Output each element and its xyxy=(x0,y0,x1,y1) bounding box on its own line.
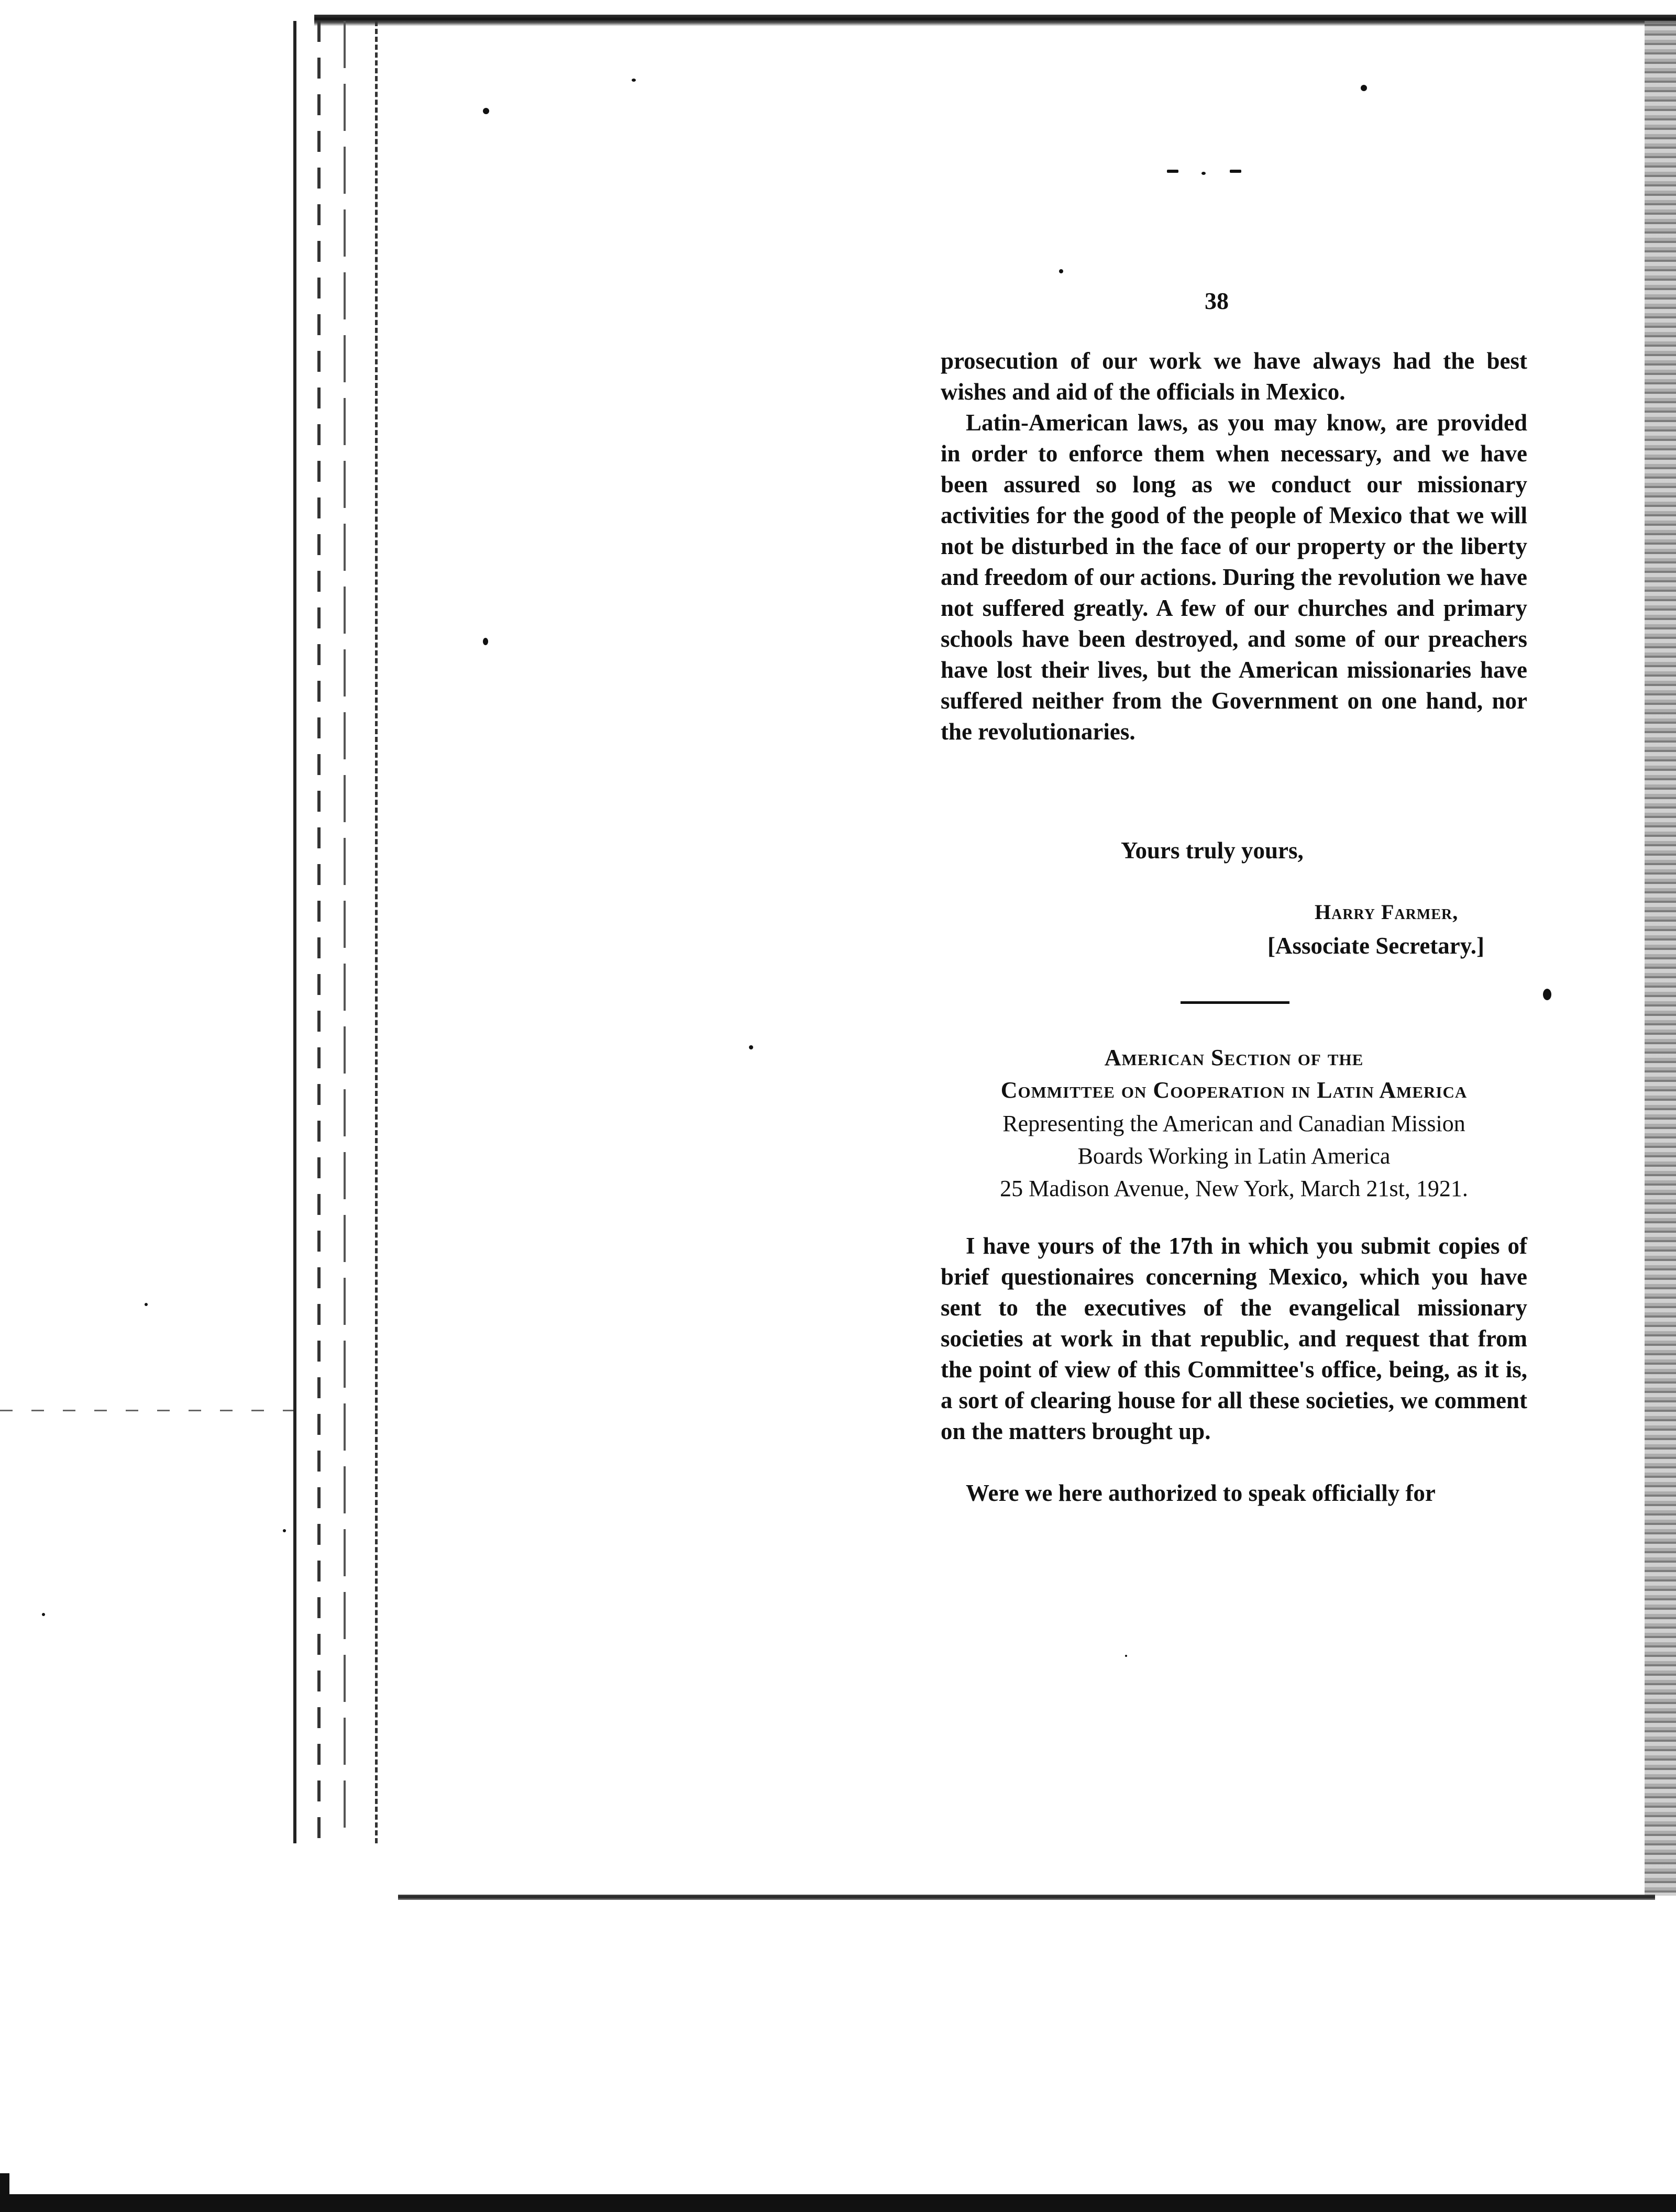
scan-speck xyxy=(1543,989,1551,1000)
letter2-heading-line5: 25 Madison Avenue, New York, March 21st, 1921. xyxy=(1000,1176,1468,1201)
letter2-paragraph2: Were we here authorized to speak officially for xyxy=(966,1480,1436,1506)
scan-binding-edge xyxy=(293,21,378,1843)
scan-bottom-border xyxy=(398,1895,1655,1900)
letter1-paragraph1: prosecution of our work we have always had the best wishes and aid of the officials in Mexico. xyxy=(941,348,1527,405)
scan-right-edge xyxy=(1645,21,1676,1896)
scan-speck xyxy=(1361,85,1367,91)
scan-speck xyxy=(483,108,489,114)
scan-speck xyxy=(1059,269,1063,273)
scan-speck xyxy=(749,1045,753,1049)
letter2-heading-line3: Representing the American and Canadian Mission xyxy=(1002,1111,1465,1136)
letter2-paragraph1: I have yours of the 17th in which you submit copies of brief questionaires concerning Mexico, which you have sent to the executives of the evangelical missionary societies at work in that republic, and request that from the point of view of this Committee's office, being, as it is, a sort of clearing house for all these societies, we comment on the matters brought up. xyxy=(941,1233,1527,1444)
scan-speck xyxy=(1125,1655,1127,1657)
section-divider xyxy=(1181,1001,1289,1004)
page-number: 38 xyxy=(1205,287,1229,314)
scan-dashed-mark xyxy=(0,1410,293,1411)
letter1-signature-name: Harry Farmer, xyxy=(1315,900,1459,924)
letter1-signature-title: [Associate Secretary.] xyxy=(1267,933,1485,959)
scan-speck xyxy=(145,1303,148,1306)
scan-speck xyxy=(1201,172,1206,175)
letter1-closing: Yours truly yours, xyxy=(1121,837,1304,864)
scan-speck xyxy=(1230,170,1241,173)
scan-speck xyxy=(283,1529,286,1532)
scan-speck xyxy=(42,1613,45,1616)
scan-speck xyxy=(483,638,488,645)
letter1-paragraph2: Latin-American laws, as you may know, are provided in order to enforce them when necessary, and we have been assured so long as we conduct our missionary activities for the good of the people of Mexico that we will not be disturbed in the face of our property or the liberty and freedom of our actions. During the revolution we have not suffered greatly. A few of our churches and primary schools have been destroyed, and some of our preachers have lost their lives, but the American missionaries have suffered neither from the Government on one hand, nor the revolutionaries. xyxy=(941,410,1527,745)
scan-bottom-frame xyxy=(0,2194,1676,2212)
letter2-heading-line2: Committee on Cooperation in Latin America xyxy=(1000,1077,1468,1103)
scan-speck xyxy=(1167,170,1178,173)
scan-speck xyxy=(632,79,636,82)
scan-corner-frame xyxy=(0,2173,9,2212)
letter2-heading-line1: American Section of the xyxy=(1104,1045,1364,1070)
scan-top-border xyxy=(314,15,1676,26)
letter2-heading-line4: Boards Working in Latin America xyxy=(1077,1143,1391,1169)
